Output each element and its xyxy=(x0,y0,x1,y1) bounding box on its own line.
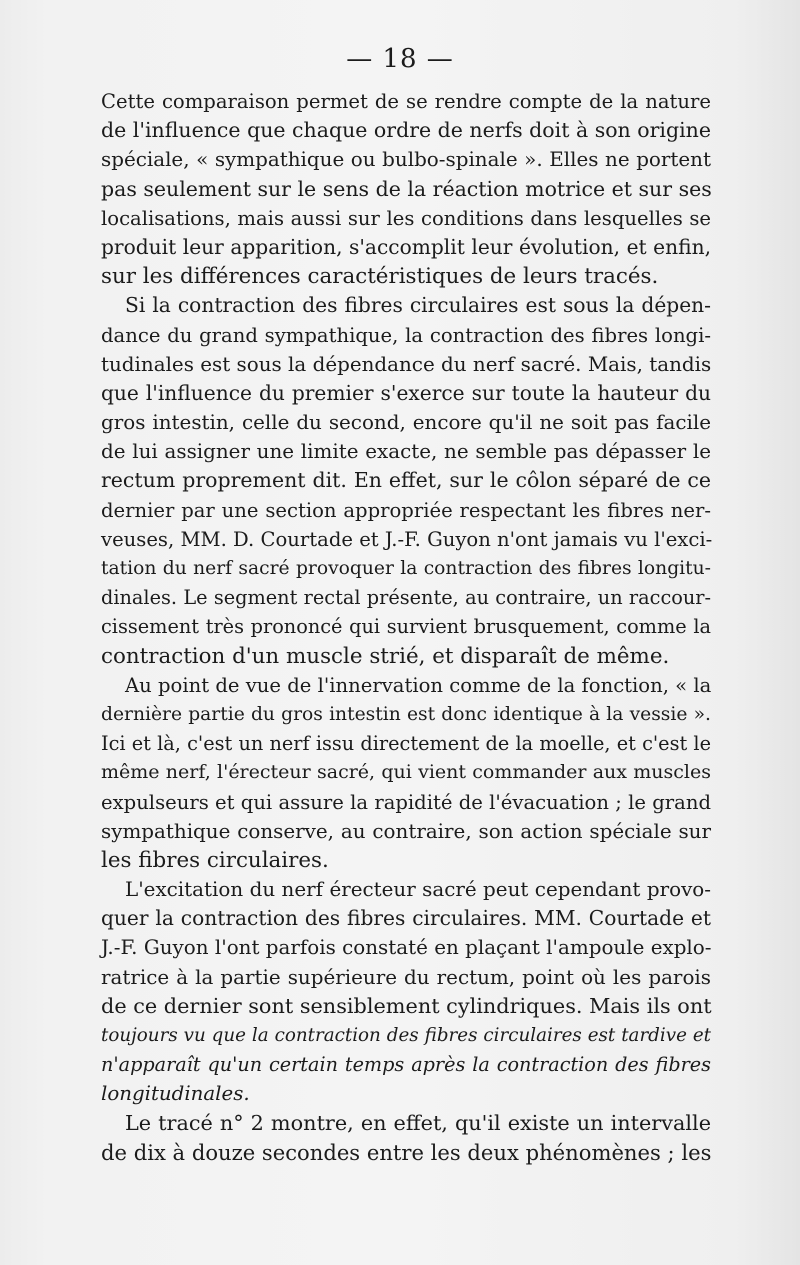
text-line: veuses, MM. D. Courtade et J.-F. Guyon n'ont jamais vu l'exci- xyxy=(101,527,713,551)
text-line: produit leur apparition, s'accomplit leur évolution, et enfin, xyxy=(101,234,711,259)
text-line: même nerf, l'érecteur sacré, qui vient commander aux muscles xyxy=(101,761,711,784)
text-line: Ici et là, c'est un nerf issu directement de la moelle, et c'est le xyxy=(101,732,711,756)
text-line: tation du nerf sacré provoquer la contraction des fibres longitu- xyxy=(101,558,711,579)
text-line: Cette comparaison permet de se rendre compte de la nature xyxy=(101,90,711,113)
page-number: — 18 — xyxy=(346,44,454,74)
text-line: sur les différences caractéristiques de leurs tracés. xyxy=(101,264,659,290)
text-line: tudinales est sous la dépendance du nerf sacré. Mais, tandis xyxy=(101,352,712,376)
text-line: Si la contraction des fibres circulaires est sous la dépen- xyxy=(125,293,711,318)
text-line: sympathique conserve, au contraire, son action spéciale sur xyxy=(101,819,711,843)
text-line: les fibres circulaires. xyxy=(101,847,329,873)
text-line: de l'influence que chaque ordre de nerfs doit à son origine xyxy=(101,118,711,143)
text-line: spéciale, « sympathique ou bulbo-spinale ». Elles ne portent xyxy=(101,148,711,172)
paragraph-3 xyxy=(101,671,711,875)
italic-text-line: toujours vu que la contraction des fibres circulaires est tardive et xyxy=(101,1025,711,1046)
text-line: Au point de vue de l'innervation comme de la fonction, « la xyxy=(125,673,712,697)
text-line: dernière partie du gros intestin est donc identique à la vessie ». xyxy=(101,703,711,725)
italic-text-line: longitudinales. xyxy=(101,1082,250,1106)
paragraph-5 xyxy=(101,1109,711,1167)
text-line: quer la contraction des fibres circulaires. MM. Courtade et xyxy=(101,906,711,931)
text-line: dinales. Le segment rectal présente, au contraire, un raccour- xyxy=(101,586,711,610)
text-line: expulseurs et qui assure la rapidité de l'évacuation ; le grand xyxy=(101,790,711,814)
text-line: gros intestin, celle du second, encore qu'il ne soit pas facile xyxy=(101,411,711,435)
text-line: L'excitation du nerf érecteur sacré peut cependant provo- xyxy=(125,878,711,902)
text-line: dernier par une section appropriée respectant les fibres ner- xyxy=(101,498,711,522)
text-line: contraction d'un muscle strié, et disparaît de même. xyxy=(101,643,670,669)
body-text xyxy=(101,87,711,1167)
text-line: de ce dernier sont sensiblement cylindriques. Mais ils ont xyxy=(101,993,712,1018)
italic-text-line: n'apparaît qu'un certain temps après la contraction des fibres xyxy=(101,1053,711,1077)
text-line: rectum proprement dit. En effet, sur le côlon séparé de ce xyxy=(101,468,711,493)
paragraph-4 xyxy=(101,875,711,1109)
text-line: J.-F. Guyon l'ont parfois constaté en plaçant l'ampoule explo- xyxy=(101,936,712,960)
text-line: Le tracé n° 2 montre, en effet, qu'il existe un intervalle xyxy=(125,1110,711,1135)
text-line: dance du grand sympathique, la contraction des fibres longi- xyxy=(101,323,711,347)
text-line: localisations, mais aussi sur les conditions dans lesquelles se xyxy=(101,206,711,230)
text-line: de dix à douze secondes entre les deux phénomènes ; les xyxy=(101,1139,712,1165)
text-line: pas seulement sur le sens de la réaction motrice et sur ses xyxy=(101,176,712,201)
text-line: de lui assigner une limite exacte, ne semble pas dépasser le xyxy=(101,440,711,464)
text-line: ratrice à la partie supérieure du rectum, point où les parois xyxy=(101,965,711,989)
paragraph-1 xyxy=(101,87,711,291)
text-line: que l'influence du premier s'exerce sur toute la hauteur du xyxy=(101,380,711,405)
text-line: cissement très prononcé qui survient brusquement, comme la xyxy=(101,615,711,639)
paragraph-2 xyxy=(101,291,711,670)
